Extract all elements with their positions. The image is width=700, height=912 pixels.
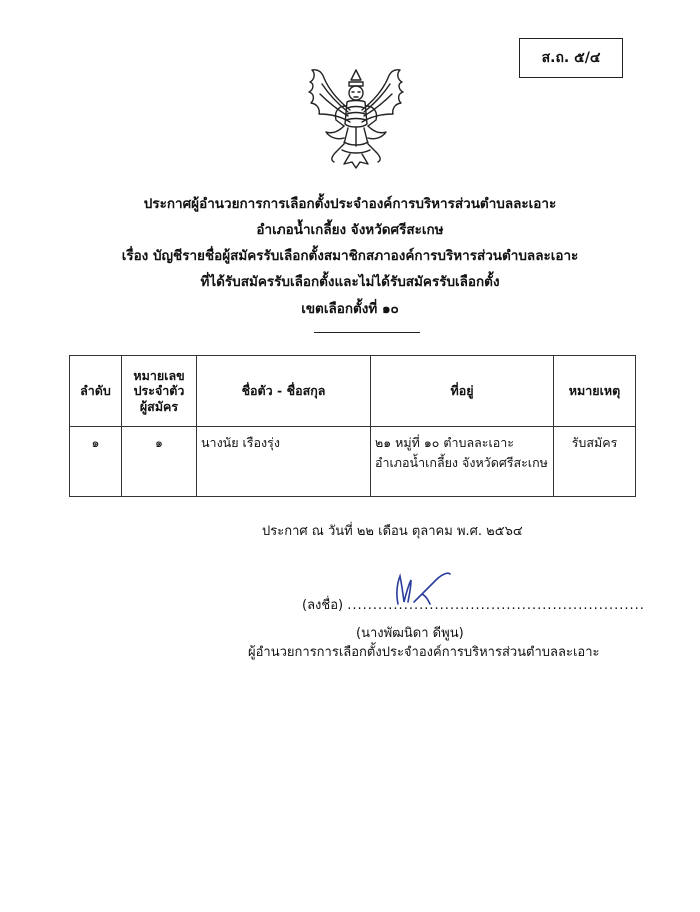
col-address-header: ที่อยู่ [371,356,554,427]
announce-date: ประกาศ ณ วันที่ ๒๒ เดือน ตุลาคม พ.ศ. ๒๕๖๔ [262,524,523,539]
divider-line [314,332,420,333]
garuda-emblem-icon [300,62,412,174]
table-row [70,427,636,497]
form-code-text: ส.ถ. ๕/๔ [541,50,601,66]
header-line-2: อำเภอน้ำเกลี้ยง จังหวัดศรีสะเกษ [256,222,444,238]
col-number-header-line1: หมายเลข [133,367,185,383]
signer-name: (นางพัฒนิดา ดีพูน) [356,626,464,641]
signature-label: (ลงชื่อ) [302,598,344,613]
cell-address [371,427,554,497]
col-number-header-line3: ผู้สมัคร [139,398,179,414]
cell-remark: รับสมัคร [554,427,636,497]
col-number-header-line2: ประจำตัว [133,383,185,399]
cell-order: ๑ [70,427,122,497]
cell-name: นางนัย เรืองรุ่ง [197,427,371,497]
cell-number: ๑ [122,427,197,497]
header-line-4: ที่ได้รับสมัครรับเลือกตั้งและไม่ได้รับสมัครรับเลือกตั้ง [200,274,500,290]
signature-dots: .......................................................... [347,598,645,613]
signature-line [302,594,645,615]
signer-title: ผู้อำนวยการการเลือกตั้งประจำองค์การบริหารส่วนตำบลละเอาะ [248,645,600,660]
cell-address-line1: ๒๑ หมู่ที่ ๑๐ ตำบลละเอาะ [375,435,514,450]
form-code-box [519,38,623,78]
col-remark-header: หมายเหตุ [554,356,636,427]
header-line-1: ประกาศผู้อำนวยการการเลือกตั้งประจำองค์การบริหารส่วนตำบลละเอาะ [143,196,557,212]
col-order-header: ลำดับ [70,356,122,427]
col-number-header [122,356,197,427]
candidate-table [69,355,636,497]
table-header-row [70,356,636,427]
col-name-header: ชื่อตัว - ชื่อสกุล [197,356,371,427]
header-line-5: เขตเลือกตั้งที่ ๑๐ [301,301,399,317]
cell-address-line2: อำเภอน้ำเกลี้ยง จังหวัดศรีสะเกษ [375,455,548,470]
header-line-3: เรื่อง บัญชีรายชื่อผู้สมัครรับเลือกตั้งสมาชิกสภาองค์การบริหารส่วนตำบลละเอาะ [121,248,579,264]
